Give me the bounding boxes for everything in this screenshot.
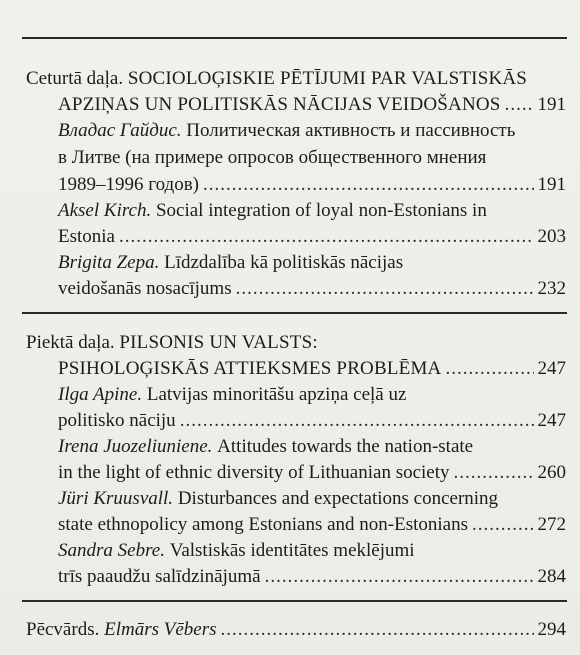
toc-author-gaidis: Владас Гайдис. [58, 120, 182, 141]
toc-leader-zepa [236, 276, 534, 302]
toc-leader-kirch [119, 224, 534, 250]
toc-entry-zepa-line2 [58, 276, 566, 302]
toc-title-sebre-1: Valstiskās identitātes meklējumi [169, 540, 415, 561]
part4-title-line1: SOCIOLOĢISKIE PĒTĪJUMI PAR VALSTISKĀS [127, 68, 528, 89]
toc-title-juozeliuniene-1: Attitudes towards the nation-state [217, 436, 474, 457]
toc-leader-juozeliuniene [454, 460, 534, 486]
toc-title-kirch-2: Estonia [58, 226, 115, 247]
toc-leader-sebre [265, 564, 534, 590]
toc-title-gaidis-3: 1989–1996 годов) [58, 174, 199, 195]
part4-heading-line1 [26, 66, 566, 92]
toc-entry-afterword [26, 617, 566, 643]
part5-page: 247 [537, 358, 566, 379]
part4-leader [505, 92, 534, 118]
toc-leader-apine [180, 408, 534, 434]
toc-page-sebre: 284 [537, 566, 566, 587]
toc-entry-sebre-line2 [58, 564, 566, 590]
toc-page-kirch: 203 [537, 226, 566, 247]
part5-leader [445, 356, 533, 382]
afterword-label: Pēcvārds. [26, 619, 100, 640]
toc-title-apine-1: Latvijas minoritāšu apziņa ceļā uz [146, 384, 407, 405]
toc-title-juozeliuniene-2: in the light of ethnic diversity of Lithuanian society [58, 462, 450, 483]
part4-title-line2: APZIŅAS UN POLITISKĀS NĀCIJAS VEIDOŠANOS [58, 94, 501, 115]
part4-heading-line2 [58, 92, 566, 118]
toc-entry-kruusvall-line1 [58, 486, 566, 512]
toc-entry-kirch-line2 [58, 224, 566, 250]
toc-entry-juozeliuniene-line1 [58, 434, 566, 460]
toc-title-kruusvall-2: state ethnopolicy among Estonians and non-Estonians [58, 514, 469, 535]
toc-author-sebre: Sandra Sebre. [58, 540, 165, 561]
toc-page-gaidis: 191 [537, 174, 566, 195]
toc-title-zepa-1: Līdzdalība kā politiskās nācijas [164, 252, 404, 273]
toc-entry-gaidis-line1 [58, 118, 566, 144]
toc-page-apine: 247 [537, 410, 566, 431]
toc-entry-gaidis-line2 [58, 145, 566, 171]
toc-title-sebre-2: trīs paaudžu salīdzinājumā [58, 566, 261, 587]
toc-author-kruusvall: Jüri Kruusvall. [58, 488, 174, 509]
part5-heading-line1 [26, 330, 566, 356]
afterword-author: Elmārs Vēbers [104, 619, 217, 640]
toc-title-kruusvall-1: Disturbances and expectations concerning [177, 488, 499, 509]
toc-title-apine-2: politisko nāciju [58, 410, 176, 431]
toc-entry-kruusvall-line2 [58, 512, 566, 538]
toc-entry-juozeliuniene-line2 [58, 460, 566, 486]
toc-author-juozeliuniene: Irena Juozeliuniene. [58, 436, 213, 457]
part5-title-line1: PILSONIS UN VALSTS: [119, 332, 318, 353]
toc-entry-sebre-line1 [58, 538, 566, 564]
part5-heading-line2 [58, 356, 566, 382]
afterword-page: 294 [537, 619, 566, 640]
toc-entry-kirch-line1b [58, 198, 566, 224]
toc-title-kirch-1: Social integration of loyal non-Estonians in [155, 200, 487, 221]
part5-title-line2: PSIHOLOĢISKĀS ATTIEKSMES PROBLĒMA [58, 358, 442, 379]
toc-entry-kirch-line1 [58, 170, 566, 196]
part4-label: Ceturtā daļa. [26, 68, 124, 89]
toc-title-zepa-2: veidošanās nosacījums [58, 278, 232, 299]
toc-entry-zepa-line1 [58, 250, 566, 276]
part5-label: Piektā daļa. [26, 332, 115, 353]
middle-rule [22, 312, 567, 314]
part4-page: 191 [537, 94, 566, 115]
toc-title-gaidis-2: в Литве (на примере опросов общественного мнения [58, 147, 487, 168]
toc-author-zepa: Brigita Zepa. [58, 252, 160, 273]
toc-author-apine: Ilga Apine. [58, 384, 143, 405]
bottom-rule [22, 600, 567, 602]
toc-page-juozeliuniene: 260 [537, 462, 566, 483]
toc-entry-apine-line1 [58, 382, 566, 408]
toc-title-gaidis-1: Политическая активность и пассивность [186, 120, 516, 141]
top-rule [22, 37, 567, 39]
toc-page-zepa: 232 [537, 278, 566, 299]
toc-entry-apine-line2 [58, 408, 566, 434]
toc-page-kruusvall: 272 [537, 514, 566, 535]
afterword-leader [221, 617, 534, 643]
toc-leader-kruusvall [472, 512, 533, 538]
toc-author-kirch: Aksel Kirch. [58, 200, 152, 221]
